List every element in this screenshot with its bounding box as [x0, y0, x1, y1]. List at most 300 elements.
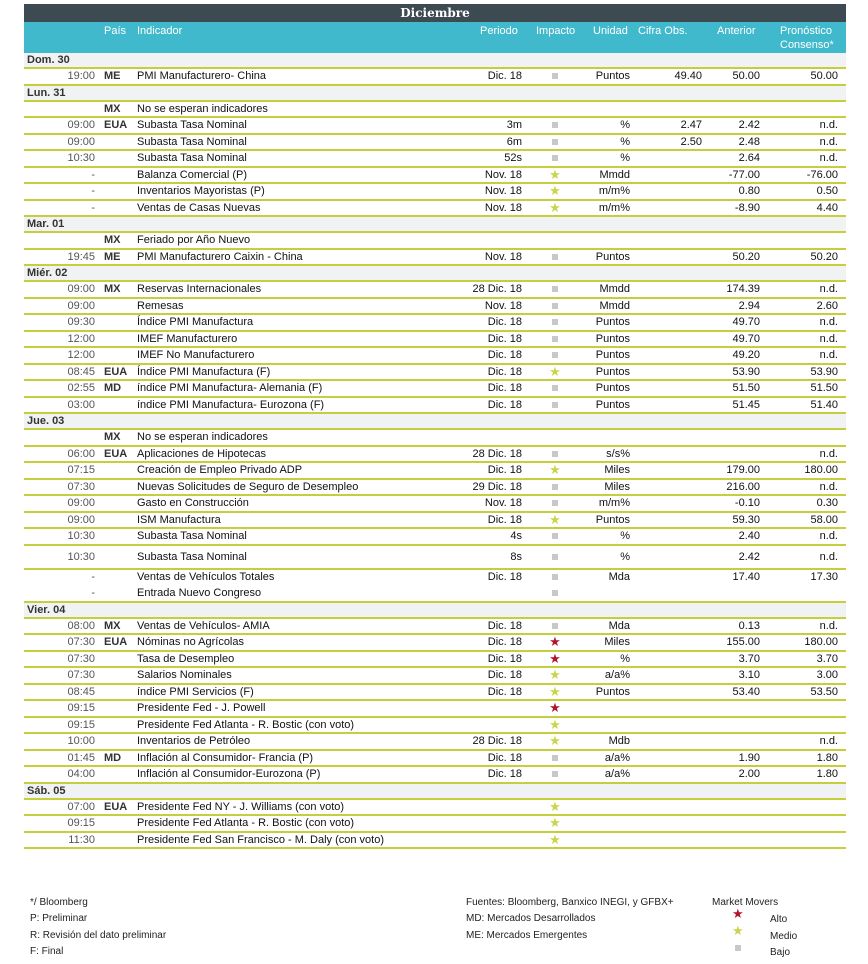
low-impact-square-icon	[552, 533, 558, 539]
observed-cell	[634, 381, 702, 396]
calendar-sheet	[24, 4, 846, 849]
period-cell: Dic. 18	[487, 751, 522, 764]
indicator-cell: Presidente Fed Atlanta - R. Bostic (con voto)	[137, 718, 355, 731]
country-cell	[104, 513, 134, 528]
note-bloomberg: */ Bloomberg	[30, 897, 88, 908]
low-impact-square-icon	[552, 319, 558, 325]
period-cell	[444, 816, 522, 831]
observed-cell	[634, 767, 702, 782]
table-row	[24, 447, 846, 464]
table-row	[24, 570, 846, 587]
table-row	[24, 652, 846, 669]
previous-cell: -8.90	[734, 201, 760, 214]
high-impact-star-icon: ★	[549, 634, 561, 650]
previous-cell: 50.00	[732, 70, 760, 83]
observed-cell	[634, 570, 702, 585]
table-row	[24, 348, 846, 365]
table-row	[24, 751, 846, 768]
period-cell: Dic. 18	[487, 685, 522, 698]
legend-title: Market Movers	[712, 897, 779, 908]
period-cell: Nov. 18	[484, 299, 522, 312]
unit-cell: a/a%	[604, 768, 630, 781]
previous-cell: 53.40	[732, 685, 760, 698]
medium-impact-star-icon: ★	[549, 733, 561, 749]
time-cell: 02:55	[67, 382, 95, 395]
time-cell: 06:00	[67, 447, 95, 460]
unit-cell	[564, 701, 630, 716]
table-row	[24, 282, 846, 299]
observed-cell	[634, 480, 702, 495]
indicator-cell: Salarios Nominales	[137, 669, 232, 682]
previous-cell	[704, 734, 760, 749]
observed-cell	[634, 685, 702, 700]
md-note: MD: Mercados Desarrollados	[466, 913, 596, 924]
indicator-cell: Feriado por Año Nuevo	[137, 234, 251, 247]
day-label: Lun. 31	[27, 86, 66, 99]
period-cell: 52s	[504, 152, 522, 165]
header-unidad: Unidad	[593, 25, 628, 37]
period-cell: 28 Dic. 18	[472, 283, 522, 296]
indicator-cell: Balanza Comercial (P)	[137, 168, 248, 181]
forecast-cell: 0.30	[816, 497, 838, 510]
table-row	[24, 332, 846, 349]
country-cell: EUA	[104, 365, 128, 378]
unit-cell: Puntos	[595, 685, 630, 698]
indicator-cell: Inventarios Mayoristas (P)	[137, 185, 265, 198]
month-title: Diciembre	[24, 4, 846, 22]
unit-cell: Puntos	[595, 332, 630, 345]
period-cell: Dic. 18	[487, 70, 522, 83]
low-impact-square-icon	[552, 352, 558, 358]
day-label: Dom. 30	[27, 54, 70, 66]
table-row	[24, 800, 846, 817]
country-cell	[104, 184, 134, 199]
low-impact-square-icon	[552, 402, 558, 408]
country-cell	[104, 332, 134, 347]
period-cell: Dic. 18	[487, 619, 522, 632]
forecast-cell: n.d.	[819, 135, 838, 148]
medium-impact-star-icon: ★	[549, 183, 561, 199]
indicator-cell: Ventas de Vehículos Totales	[137, 570, 275, 583]
medium-impact-star-icon: ★	[549, 683, 561, 699]
previous-cell: 2.48	[738, 135, 760, 148]
day-label: Jue. 03	[27, 415, 65, 427]
unit-cell: m/m%	[598, 497, 630, 510]
period-cell: Dic. 18	[487, 652, 522, 665]
time-cell: 08:45	[67, 685, 95, 698]
previous-cell	[704, 718, 760, 733]
observed-cell	[634, 652, 702, 667]
country-cell	[104, 685, 134, 700]
unit-cell: %	[620, 530, 630, 543]
indicator-cell: PMI Manufacturero Caixin - China	[137, 250, 303, 263]
observed-cell	[634, 430, 702, 445]
indicator-cell: índice PMI Manufactura- Eurozona (F)	[137, 398, 325, 411]
previous-cell: 51.45	[732, 398, 760, 411]
unit-cell: Puntos	[595, 382, 630, 395]
low-impact-square-icon	[552, 73, 558, 79]
medium-impact-star-icon: ★	[549, 166, 561, 182]
indicator-cell: Presidente Fed NY - J. Williams (con voto)	[137, 800, 345, 813]
forecast-cell: n.d.	[819, 316, 838, 329]
country-cell: MD	[104, 382, 122, 395]
time-cell: 10:30	[67, 530, 95, 543]
previous-cell	[704, 816, 760, 831]
table-row	[24, 529, 846, 546]
forecast-cell	[764, 430, 838, 445]
table-row	[24, 685, 846, 702]
previous-cell: 51.50	[732, 382, 760, 395]
low-impact-square-icon	[552, 500, 558, 506]
country-cell	[104, 463, 134, 478]
time-cell: 07:30	[67, 652, 95, 665]
time-cell: 07:00	[67, 800, 95, 813]
time-cell: 04:00	[67, 768, 95, 781]
previous-cell: 59.30	[732, 513, 760, 526]
indicator-cell: Subasta Tasa Nominal	[137, 119, 247, 132]
unit-cell	[564, 816, 630, 831]
previous-cell: 1.90	[738, 751, 760, 764]
forecast-cell: n.d.	[819, 152, 838, 165]
time-cell: 09:00	[67, 283, 95, 296]
observed-cell	[634, 546, 702, 568]
forecast-cell	[764, 816, 838, 831]
forecast-cell: -76.00	[806, 168, 838, 181]
indicator-cell: Ventas de Vehículos- AMIA	[137, 619, 270, 632]
table-row	[24, 701, 846, 718]
table-row	[24, 398, 846, 415]
unit-cell: %	[620, 550, 630, 563]
observed-cell	[634, 233, 702, 248]
previous-cell	[704, 430, 760, 445]
previous-cell	[704, 102, 760, 117]
low-impact-square-icon	[552, 336, 558, 342]
observed-cell	[634, 496, 702, 511]
medium-impact-star-icon: ★	[549, 815, 561, 831]
table-row	[24, 299, 846, 316]
note-revision: R: Revisión del dato preliminar	[30, 930, 167, 941]
unit-cell: Puntos	[595, 398, 630, 411]
country-cell	[104, 480, 134, 495]
day-label: Sáb. 05	[27, 784, 66, 797]
time-cell: 09:00	[67, 513, 95, 526]
period-cell	[444, 701, 522, 716]
table-row	[24, 381, 846, 398]
period-cell: Nov. 18	[484, 250, 522, 263]
time-cell: 07:30	[67, 636, 95, 649]
table-row	[24, 734, 846, 751]
forecast-cell: n.d.	[819, 530, 838, 543]
row-divider	[24, 847, 846, 849]
day-label: Mar. 01	[27, 218, 65, 230]
indicator-cell: Nóminas no Agrícolas	[137, 636, 244, 649]
indicator-cell: Reservas Internacionales	[137, 283, 262, 296]
previous-cell: 2.64	[738, 152, 760, 165]
low-impact-square-icon	[552, 484, 558, 490]
forecast-cell: n.d.	[819, 480, 838, 493]
forecast-cell: 3.00	[816, 669, 838, 682]
time-cell: 07:30	[67, 480, 95, 493]
previous-cell: 17.40	[732, 570, 760, 583]
low-impact-square-icon	[552, 303, 558, 309]
unit-cell	[564, 833, 630, 848]
table-row	[24, 118, 846, 135]
observed-cell	[634, 718, 702, 733]
previous-cell: 155.00	[726, 636, 760, 649]
country-cell	[104, 496, 134, 511]
country-cell: MX	[104, 283, 121, 296]
time-cell: 09:00	[67, 135, 95, 148]
observed-cell	[634, 365, 702, 380]
indicator-cell: índice PMI Servicios (F)	[137, 685, 254, 698]
time-cell: 19:00	[67, 70, 95, 83]
unit-cell: Puntos	[595, 70, 630, 83]
indicator-cell: Ventas de Casas Nuevas	[137, 201, 261, 214]
period-cell: Dic. 18	[487, 669, 522, 682]
time-cell: -	[91, 570, 95, 583]
unit-cell: m/m%	[598, 185, 630, 198]
time-cell: 09:15	[67, 718, 95, 731]
time-cell: 11:30	[68, 833, 95, 846]
low-impact-square-icon	[552, 554, 558, 560]
low-impact-square-icon	[552, 755, 558, 761]
unit-cell: Puntos	[595, 365, 630, 378]
time-cell: 19:45	[67, 250, 95, 263]
unit-cell: Miles	[604, 464, 630, 477]
table-row	[24, 619, 846, 636]
time-cell: -	[91, 168, 95, 181]
unit-cell: a/a%	[604, 751, 630, 764]
period-cell: 29 Dic. 18	[472, 480, 522, 493]
forecast-cell: 58.00	[810, 513, 838, 526]
forecast-cell: 51.40	[810, 398, 838, 411]
country-cell	[104, 151, 134, 166]
time-cell: 09:15	[67, 817, 95, 830]
previous-cell	[704, 701, 760, 716]
medium-impact-star-icon: ★	[549, 199, 561, 215]
observed-cell	[634, 800, 702, 815]
period-cell: 6m	[506, 135, 522, 148]
time-cell: 10:30	[67, 550, 95, 563]
header-cifra: Cifra Obs.	[638, 25, 688, 37]
forecast-cell: n.d.	[819, 283, 838, 296]
unit-cell	[564, 430, 630, 445]
forecast-cell	[764, 102, 838, 117]
forecast-cell	[764, 718, 838, 733]
period-cell: Dic. 18	[487, 513, 522, 526]
previous-cell	[704, 833, 760, 848]
country-cell	[104, 348, 134, 363]
low-impact-square-icon	[552, 590, 558, 596]
observed-cell	[634, 332, 702, 347]
unit-cell	[564, 586, 630, 601]
forecast-cell: 17.30	[810, 570, 838, 583]
period-cell: Dic. 18	[487, 349, 522, 362]
indicator-cell: índice PMI Manufactura- Alemania (F)	[137, 382, 323, 395]
table-row	[24, 635, 846, 652]
indicator-cell: Nuevas Solicitudes de Seguro de Desempleo	[137, 480, 359, 493]
unit-cell: %	[620, 652, 630, 665]
medium-impact-star-icon: ★	[549, 667, 561, 683]
medium-impact-star-icon: ★	[549, 511, 561, 527]
table-row	[24, 365, 846, 382]
observed-cell	[634, 250, 702, 265]
country-cell	[104, 833, 134, 848]
forecast-cell: 4.40	[816, 201, 838, 214]
observed-cell	[634, 398, 702, 413]
country-cell	[104, 816, 134, 831]
observed-cell	[634, 635, 702, 650]
forecast-cell: 53.50	[810, 685, 838, 698]
country-cell: MX	[104, 619, 121, 632]
time-cell: 12:00	[67, 332, 95, 345]
observed-cell	[634, 315, 702, 330]
time-cell: 07:15	[67, 464, 95, 477]
time-cell: 08:45	[67, 365, 95, 378]
time-cell: 09:00	[67, 497, 95, 510]
country-cell	[104, 546, 134, 568]
country-cell	[104, 398, 134, 413]
legend-high-star-icon: ★	[732, 906, 744, 921]
unit-cell: Puntos	[595, 513, 630, 526]
time-cell	[24, 102, 95, 117]
medium-impact-star-icon: ★	[549, 798, 561, 814]
observed-cell	[634, 816, 702, 831]
indicator-cell: Gasto en Construcción	[137, 497, 249, 510]
low-impact-square-icon	[552, 155, 558, 161]
table-row	[24, 833, 846, 850]
indicator-cell: Presidente Fed Atlanta - R. Bostic (con voto)	[137, 817, 355, 830]
unit-cell	[564, 102, 630, 117]
indicator-cell: No se esperan indicadores	[137, 102, 268, 115]
previous-cell: 2.40	[738, 530, 760, 543]
table-row	[24, 480, 846, 497]
medium-impact-star-icon: ★	[549, 363, 561, 379]
forecast-cell: 1.80	[816, 768, 838, 781]
day-label: Miér. 02	[27, 267, 68, 279]
time-cell: -	[91, 201, 95, 214]
note-preliminar: P: Preliminar	[30, 913, 88, 924]
country-cell	[104, 168, 134, 183]
country-cell: MX	[104, 234, 121, 247]
time-cell	[24, 430, 95, 445]
previous-cell: 2.42	[738, 550, 760, 563]
forecast-cell: 2.60	[816, 299, 838, 312]
period-cell: Dic. 18	[487, 398, 522, 411]
legend-low-square-icon	[735, 945, 741, 951]
note-final: F: Final	[30, 946, 64, 957]
time-cell: -	[91, 587, 95, 600]
previous-cell: 49.20	[732, 349, 760, 362]
table-row	[24, 496, 846, 513]
unit-cell	[564, 233, 630, 248]
previous-cell: 50.20	[732, 250, 760, 263]
country-cell	[104, 734, 134, 749]
country-cell	[104, 767, 134, 782]
observed-cell	[634, 586, 702, 601]
observed-cell: 2.50	[680, 135, 702, 148]
table-row	[24, 513, 846, 530]
country-cell: EUA	[104, 636, 128, 649]
forecast-cell: n.d.	[819, 447, 838, 460]
observed-cell	[634, 151, 702, 166]
country-cell: MD	[104, 751, 122, 764]
forecast-cell: 53.90	[810, 365, 838, 378]
time-cell: 07:30	[67, 669, 95, 682]
table-row	[24, 430, 846, 447]
period-cell: Dic. 18	[487, 570, 522, 583]
indicator-cell: Subasta Tasa Nominal	[137, 135, 247, 148]
high-impact-star-icon: ★	[549, 650, 561, 666]
legend-low-label: Bajo	[770, 947, 791, 958]
forecast-cell: 180.00	[804, 464, 838, 477]
period-cell: Nov. 18	[484, 497, 522, 510]
country-cell	[104, 299, 134, 314]
country-cell: ME	[104, 250, 121, 263]
time-cell: 09:00	[67, 119, 95, 132]
time-cell: 01:45	[67, 751, 95, 764]
period-cell: Nov. 18	[484, 185, 522, 198]
indicator-cell: Subasta Tasa Nominal	[137, 550, 247, 563]
indicator-cell: IMEF No Manufacturero	[137, 349, 255, 362]
table-row	[24, 151, 846, 168]
unit-cell: Mmdd	[599, 283, 630, 296]
country-cell: EUA	[104, 800, 128, 813]
time-cell: 09:30	[67, 316, 95, 329]
observed-cell	[634, 282, 702, 297]
unit-cell: s/s%	[606, 447, 630, 460]
indicator-cell: Índice PMI Manufactura (F)	[137, 365, 271, 378]
forecast-cell	[764, 586, 838, 601]
unit-cell: Mda	[608, 570, 630, 583]
period-cell: 28 Dic. 18	[472, 735, 522, 748]
indicator-cell: Subasta Tasa Nominal	[137, 152, 247, 165]
header-periodo: Periodo	[480, 25, 518, 37]
indicator-cell: Inventarios de Petróleo	[137, 735, 251, 748]
previous-cell: 2.94	[738, 299, 760, 312]
previous-cell: 179.00	[726, 464, 760, 477]
time-cell: 10:30	[67, 152, 95, 165]
table-row	[24, 135, 846, 152]
forecast-cell: n.d.	[819, 619, 838, 632]
unit-cell: %	[620, 135, 630, 148]
sources-note: Fuentes: Bloomberg, Banxico INEGI, y GFBX+	[466, 897, 674, 908]
previous-cell: 49.70	[732, 316, 760, 329]
forecast-cell: n.d.	[819, 119, 838, 132]
observed-cell	[634, 168, 702, 183]
observed-cell	[634, 529, 702, 544]
forecast-cell: 50.00	[810, 70, 838, 83]
table-row	[24, 250, 846, 267]
time-cell: 08:00	[67, 619, 95, 632]
unit-cell: Puntos	[595, 349, 630, 362]
header-indicador: Indicador	[137, 25, 183, 37]
day-section-row	[24, 266, 846, 282]
day-section-row	[24, 217, 846, 233]
observed-cell	[634, 751, 702, 766]
table-row	[24, 69, 846, 86]
period-cell	[444, 430, 522, 445]
period-cell: Nov. 18	[484, 201, 522, 214]
forecast-cell: 1.80	[816, 751, 838, 764]
low-impact-square-icon	[552, 771, 558, 777]
country-cell	[104, 570, 134, 585]
country-cell: EUA	[104, 447, 128, 460]
period-cell	[444, 233, 522, 248]
unit-cell: a/a%	[604, 669, 630, 682]
forecast-cell	[764, 833, 838, 848]
observed-cell	[634, 201, 702, 216]
